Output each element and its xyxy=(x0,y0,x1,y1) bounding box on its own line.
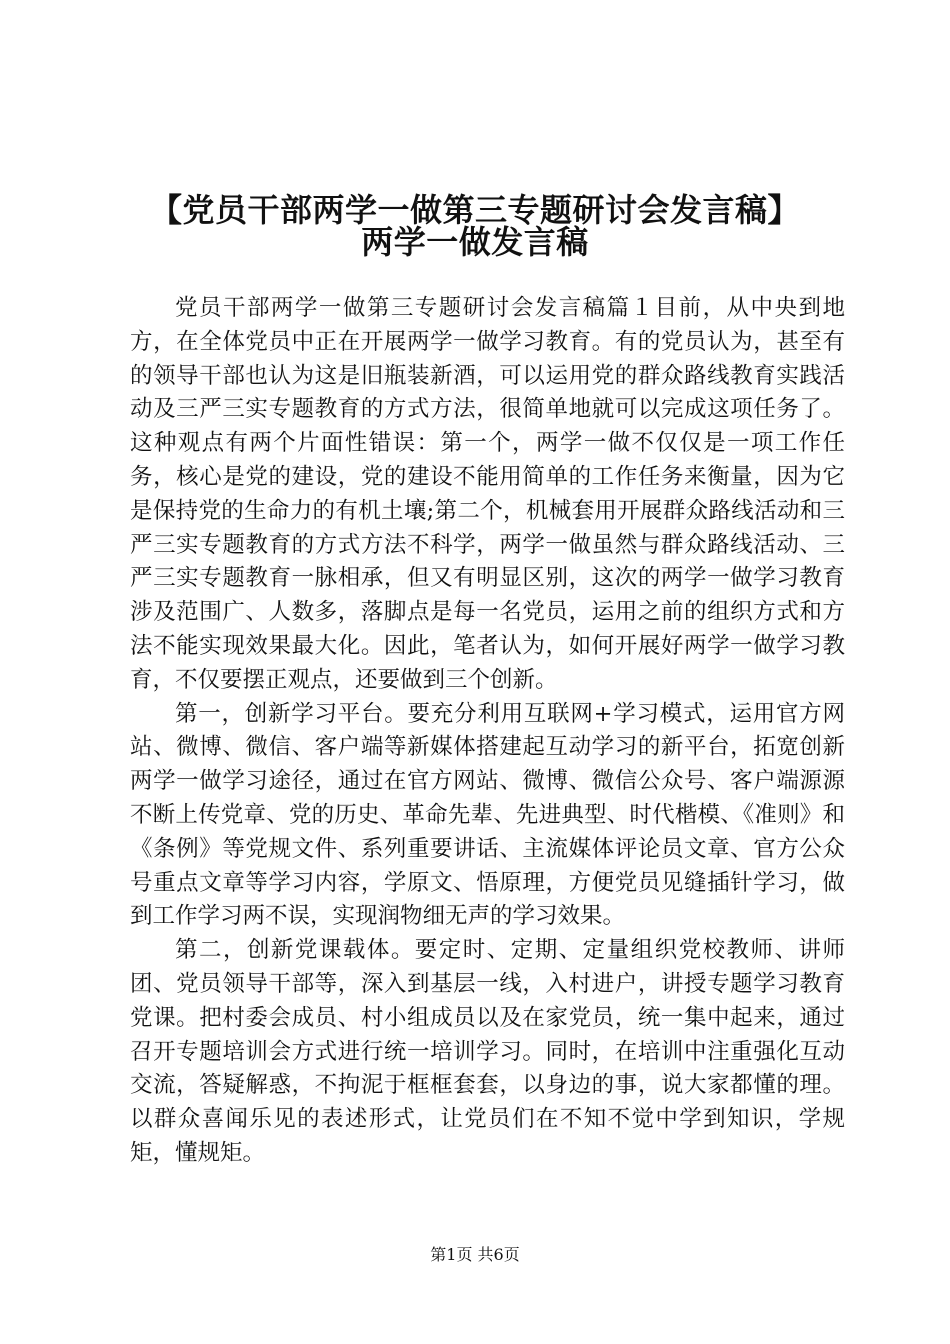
page-footer: 第1页 共6页 xyxy=(430,1245,520,1264)
paragraph-1: 党员干部两学一做第三专题研讨会发言稿篇１目前，从中央到地方，在全体党员中正在开展两学一做学习教育。有的党员认为，甚至有的领导干部也认为这是旧瓶装新酒，可以运用党的群众路线教育实践活动及三严三实专题教育的方式方法，很简单地就可以完成这项任务了。这种观点有两个片面性错误：第一个，两学一做不仅仅是一项工作任务，核心是党的建设，党的建设不能用简单的工作任务来衡量，因为它是保持党的生命力的有机土壤;第二个，机械套用开展群众路线活动和三严三实专题教育的方式方法不科学，两学一做虽然与群众路线活动、三严三实专题教育一脉相承，但又有明显区别，这次的两学一做学习教育涉及范围广、人数多，落脚点是每一名党员，运用之前的组织方式和方法不能实现效果最大化。因此，笔者认为，如何开展好两学一做学习教育，不仅要摆正观点，还要做到三个创新。 xyxy=(130,295,845,693)
document-subtitle: 两学一做发言稿 xyxy=(361,223,589,261)
document-body xyxy=(130,292,845,1171)
document-title: 【党员干部两学一做第三专题研讨会发言稿】 xyxy=(149,191,800,229)
paragraph-2: 第一，创新学习平台。要充分利用互联网+学习模式，运用官方网站、微博、微信、客户端等新媒体搭建起互动学习的新平台，拓宽创新两学一做学习途径，通过在官方网站、微博、微信公众号、客户端源源不断上传党章、党的历史、革命先辈、先进典型、时代楷模、《准则》和《条例》等党规文件、系列重要讲话、主流媒体评论员文章、官方公众号重点文章等学习内容，学原文、悟原理，方便党员见缝插针学习，做到工作学习两不误，实现润物细无声的学习效果。 xyxy=(130,700,845,930)
paragraph-3: 第二，创新党课载体。要定时、定期、定量组织党校教师、讲师团、党员领导干部等，深入到基层一线，入村进户，讲授专题学习教育党课。把村委会成员、村小组成员以及在家党员，统一集中起来，通过召开专题培训会方式进行统一培训学习。同时，在培训中注重强化互动交流，答疑解惑，不拘泥于框框套套，以身边的事，说大家都懂的理。以群众喜闻乐见的表述形式，让党员们在不知不觉中学到知识，学规矩，懂规矩。 xyxy=(130,937,845,1166)
